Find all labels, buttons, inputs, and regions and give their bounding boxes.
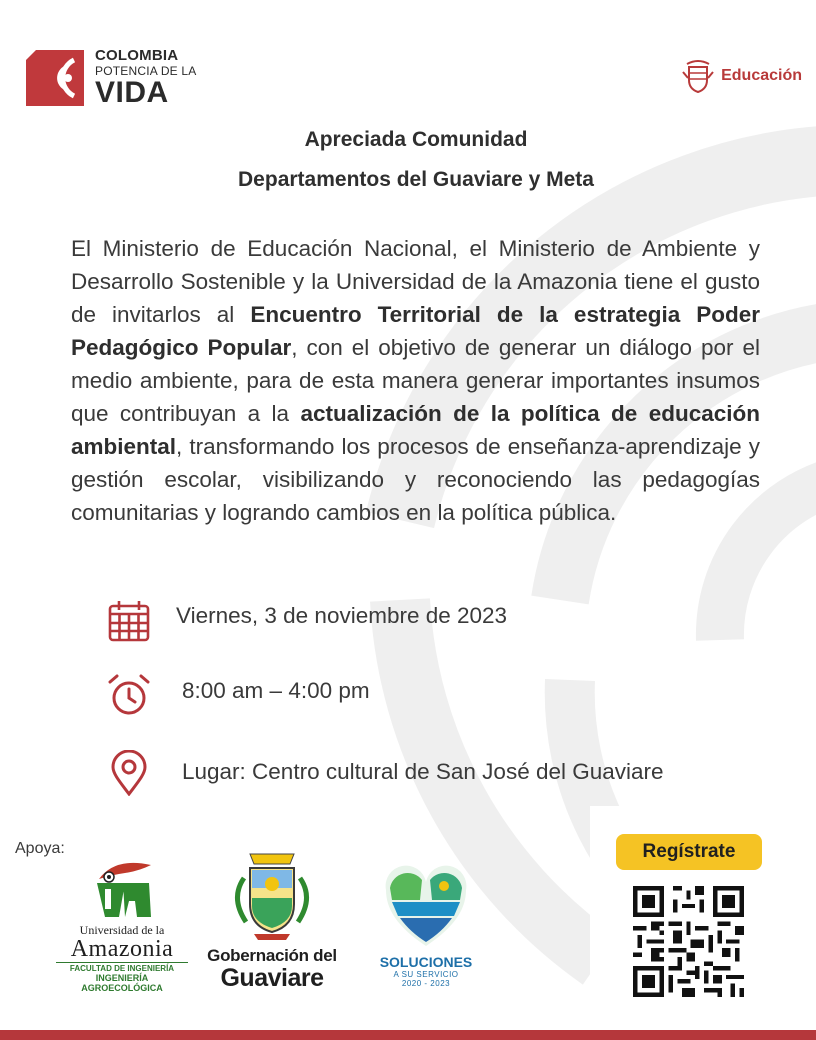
calendar-icon: [106, 598, 152, 644]
event-name-bold: Encuentro Territorial de la estrategia Poder Pedagógico Popular: [71, 302, 760, 360]
sol-line-3: 2020 - 2023: [401, 979, 451, 988]
heart-landscape-icon: [382, 860, 470, 950]
brand-line-2: POTENCIA DE LA: [95, 64, 197, 78]
footer-accent-bar: [0, 1030, 816, 1040]
gobernacion-guaviare-logo: [198, 848, 346, 990]
udla-line-3: FACULTAD DE INGENIERÍA: [56, 962, 188, 973]
sol-line-2: A SU SERVICIO: [393, 970, 459, 979]
brand-line-3: VIDA: [95, 76, 169, 109]
register-button[interactable]: Regístrate: [616, 834, 762, 870]
universidad-amazonia-logo: [56, 855, 188, 993]
support-label: Apoya:: [15, 840, 65, 857]
guaviare-crest-icon: [224, 848, 320, 944]
location-pin-icon: [106, 750, 152, 796]
event-date: [106, 598, 507, 644]
gob-line-1: Gobernación del: [207, 946, 337, 965]
audience-title: Departamentos del Guaviare y Meta: [238, 168, 594, 191]
gob-line-2: Guaviare: [220, 964, 324, 992]
udla-line-4: INGENIERÍA: [95, 973, 149, 983]
udla-line-5: AGROECOLÓGICA: [81, 983, 163, 993]
paragraph-text-1: El Ministerio de Educación Nacional, el Ministerio de Ambiente y Desarrollo Sostenible y la Universidad de la Amazonia tiene el gusto de invitarlos al: [71, 236, 760, 327]
toucan-emblem-icon: [85, 855, 159, 925]
invitation-paragraph: [71, 232, 760, 529]
paragraph-text-3: , transformando los procesos de enseñanza-aprendizaje y gestión escolar, visibilizando y reconociendo las pedagogías comunitarias y logrando cambios en la política pública.: [71, 434, 760, 525]
ministry-label: Educación: [721, 67, 802, 84]
colombia-logo-icon: [26, 50, 84, 106]
place-text: Lugar: Centro cultural de San José del Guaviare: [182, 759, 664, 784]
qr-code-icon[interactable]: [633, 886, 744, 997]
time-text: 8:00 am – 4:00 pm: [182, 678, 370, 703]
udla-line-1: Universidad de la: [79, 923, 165, 937]
greeting-title: Apreciada Comunidad: [304, 128, 528, 151]
coat-of-arms-icon: [681, 58, 715, 94]
alarm-clock-icon: [106, 672, 152, 718]
date-text: Viernes, 3 de noviembre de 2023: [176, 603, 508, 628]
sol-line-1: SOLUCIONES: [379, 954, 473, 970]
event-time: [106, 672, 370, 718]
ministerio-educacion-logo: [681, 58, 802, 94]
udla-line-2: Amazonia: [70, 936, 174, 962]
brand-line-1: COLOMBIA: [95, 47, 179, 64]
colombia-potencia-logo: [26, 48, 197, 108]
event-place: [106, 750, 664, 796]
policy-bold: actualización de la política de educación ambiental: [71, 401, 760, 459]
soluciones-logo: [368, 860, 484, 988]
paragraph-text-2: , con el objetivo de generar un diálogo por el medio ambiente, para de esta manera generar importantes insumos que contribuyan a la: [71, 335, 761, 426]
